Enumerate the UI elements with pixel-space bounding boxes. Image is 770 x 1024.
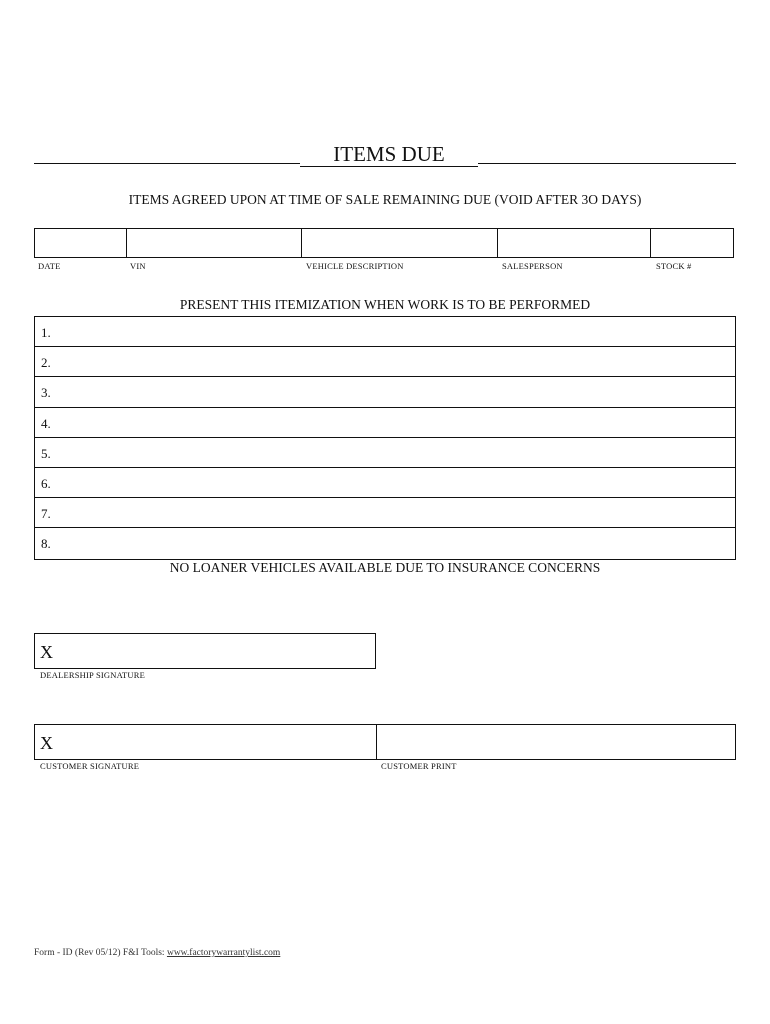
present-note: PRESENT THIS ITEMIZATION WHEN WORK IS TO BE PERFORMED bbox=[179, 297, 591, 312]
item-row-1[interactable]: 1. bbox=[35, 317, 735, 347]
vin-label: VIN bbox=[130, 261, 146, 271]
footer bbox=[34, 948, 280, 958]
loaner-note: NO LOANER VEHICLES AVAILABLE DUE TO INSURANCE CONCERNS bbox=[169, 560, 601, 575]
stock-field[interactable] bbox=[651, 229, 733, 257]
item-row-3[interactable]: 3. bbox=[35, 377, 735, 407]
dealership-signature-field[interactable]: X bbox=[34, 633, 376, 669]
vehicle-description-label: VEHICLE DESCRIPTION bbox=[306, 261, 404, 271]
items-list bbox=[34, 316, 736, 560]
customer-print-field[interactable] bbox=[376, 724, 736, 760]
salesperson-label: SALESPERSON bbox=[502, 261, 563, 271]
customer-signature-label: CUSTOMER SIGNATURE bbox=[40, 761, 140, 771]
item-row-4[interactable]: 4. bbox=[35, 408, 735, 438]
footer-link[interactable]: www.factorywarrantylist.com bbox=[166, 948, 281, 958]
item-row-7[interactable]: 7. bbox=[35, 498, 735, 528]
vin-field[interactable] bbox=[127, 229, 303, 257]
item-row-8[interactable]: 8. bbox=[41, 536, 51, 552]
form-subtitle: ITEMS AGREED UPON AT TIME OF SALE REMAINING DUE (VOID AFTER 3O DAYS) bbox=[128, 192, 642, 207]
page-title: ITEMS DUE bbox=[300, 142, 478, 167]
salesperson-field[interactable] bbox=[498, 229, 652, 257]
stock-label: STOCK # bbox=[656, 261, 692, 271]
item-row-5[interactable]: 5. bbox=[35, 438, 735, 468]
item-row-6[interactable]: 6. bbox=[35, 468, 735, 498]
date-field[interactable] bbox=[35, 229, 127, 257]
dealership-signature-label: DEALERSHIP SIGNATURE bbox=[40, 670, 145, 680]
customer-signature-field[interactable]: X bbox=[34, 724, 377, 760]
footer-text: Form - ID (Rev 05/12) F&I Tools: bbox=[34, 948, 167, 958]
vehicle-info-table bbox=[34, 228, 734, 258]
customer-print-label: CUSTOMER PRINT bbox=[381, 761, 457, 771]
date-label: DATE bbox=[38, 261, 61, 271]
vehicle-description-field[interactable] bbox=[302, 229, 497, 257]
item-row-2[interactable]: 2. bbox=[35, 347, 735, 377]
